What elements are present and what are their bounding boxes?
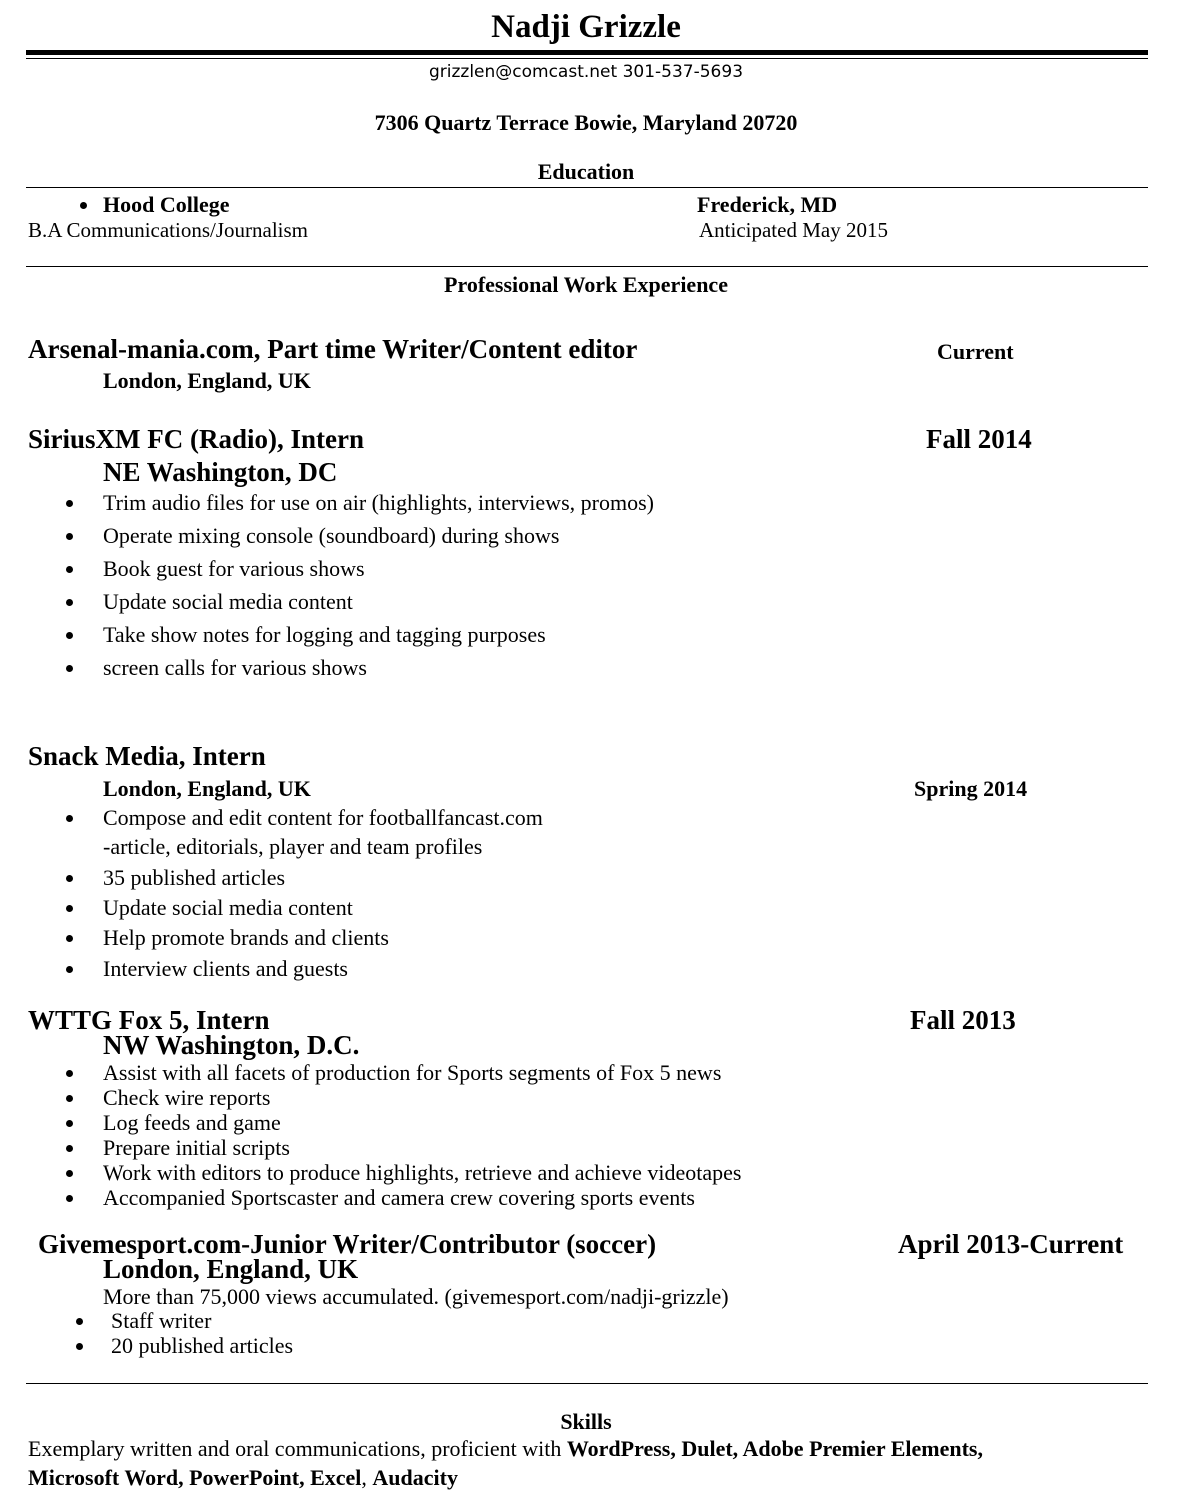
skills-tools-2: Microsoft Word, PowerPoint, Excel [28, 1465, 362, 1490]
job-location: NE Washington, DC [103, 457, 338, 487]
job-date: April 2013-Current [898, 1229, 1124, 1259]
skills-separator: , [361, 1465, 373, 1490]
resume-name: Nadji Grizzle [491, 9, 681, 45]
education-rule [26, 187, 1148, 188]
job-location: London, England, UK [103, 776, 311, 801]
education-degree: B.A Communications/Journalism [28, 218, 309, 242]
job-bullet: Book guest for various shows [103, 556, 365, 581]
header-rule-thick [26, 50, 1148, 55]
bullet-icon [66, 815, 73, 822]
job-bullet: Compose and edit content for footballfancast.com [103, 805, 543, 830]
job-bullet: 20 published articles [111, 1333, 294, 1358]
bullet-icon [76, 1318, 83, 1325]
skills-line-1 [28, 1436, 983, 1462]
skills-intro: Exemplary written and oral communications, proficient with [28, 1436, 567, 1461]
skills-rule [26, 1383, 1148, 1384]
job-title: Snack Media, Intern [28, 741, 266, 771]
job-location: NW Washington, D.C. [103, 1030, 360, 1060]
job-date: Fall 2013 [910, 1005, 1016, 1035]
job-bullet: Interview clients and guests [103, 956, 348, 981]
experience-rule [26, 266, 1148, 267]
bullet-icon [66, 1195, 73, 1202]
skills-tools-3: Audacity [372, 1465, 458, 1490]
education-date: Anticipated May 2015 [699, 218, 888, 242]
job-bullet: Trim audio files for use on air (highlights, interviews, promos) [103, 490, 654, 515]
job-location: London, England, UK [103, 1254, 359, 1284]
bullet-icon [80, 202, 87, 209]
bullet-icon [66, 665, 73, 672]
job-title: Givemesport.com-Junior Writer/Contributor (soccer) [38, 1229, 657, 1259]
bullet-icon [66, 875, 73, 882]
bullet-icon [66, 1120, 73, 1127]
job-bullet: Staff writer [111, 1308, 212, 1333]
bullet-icon [66, 566, 73, 573]
bullet-icon [66, 632, 73, 639]
bullet-icon [66, 1095, 73, 1102]
job-bullet: Take show notes for logging and tagging purposes [103, 622, 546, 647]
job-bullet-continuation: -article, editorials, player and team profiles [103, 834, 483, 859]
job-bullet: Assist with all facets of production for Sports segments of Fox 5 news [103, 1060, 722, 1085]
bullet-icon [76, 1343, 83, 1350]
contact-line: grizzlen@comcast.net 301-537-5693 [428, 62, 744, 82]
job-note: More than 75,000 views accumulated. (givemesport.com/nadji-grizzle) [103, 1284, 729, 1309]
education-location: Frederick, MD [697, 192, 838, 217]
address-line: 7306 Quartz Terrace Bowie, Maryland 20720 [374, 110, 798, 135]
bullet-icon [66, 1145, 73, 1152]
job-bullet: Log feeds and game [103, 1110, 281, 1135]
experience-heading: Professional Work Experience [444, 272, 728, 297]
education-heading: Education [537, 159, 635, 184]
job-bullet: Check wire reports [103, 1085, 271, 1110]
skills-line-2 [28, 1465, 458, 1491]
job-location: London, England, UK [103, 368, 311, 393]
job-bullet: Prepare initial scripts [103, 1135, 290, 1160]
job-bullet: Operate mixing console (soundboard) during shows [103, 523, 560, 548]
job-date: Fall 2014 [926, 424, 1032, 454]
job-bullet: screen calls for various shows [103, 655, 367, 680]
skills-heading: Skills [560, 1409, 612, 1434]
job-bullet: 35 published articles [103, 865, 286, 890]
bullet-icon [66, 1070, 73, 1077]
job-bullet: Update social media content [103, 895, 353, 920]
header-rule-thin [26, 58, 1148, 59]
bullet-icon [66, 533, 73, 540]
job-title: SiriusXM FC (Radio), Intern [28, 424, 364, 454]
bullet-icon [66, 935, 73, 942]
job-bullet: Accompanied Sportscaster and camera crew covering sports events [103, 1185, 695, 1210]
job-date: Current [937, 339, 1014, 364]
bullet-icon [66, 599, 73, 606]
job-date: Spring 2014 [914, 776, 1028, 801]
job-title: WTTG Fox 5, Intern [28, 1005, 270, 1035]
bullet-icon [66, 966, 73, 973]
bullet-icon [66, 1170, 73, 1177]
job-title: Arsenal-mania.com, Part time Writer/Content editor [28, 334, 638, 364]
bullet-icon [66, 500, 73, 507]
job-bullet: Help promote brands and clients [103, 925, 389, 950]
job-bullet: Work with editors to produce highlights, retrieve and achieve videotapes [103, 1160, 742, 1185]
education-school: Hood College [103, 192, 230, 217]
bullet-icon [66, 905, 73, 912]
skills-tools-1: WordPress, Dulet, Adobe Premier Elements, [566, 1436, 983, 1461]
job-bullet: Update social media content [103, 589, 353, 614]
